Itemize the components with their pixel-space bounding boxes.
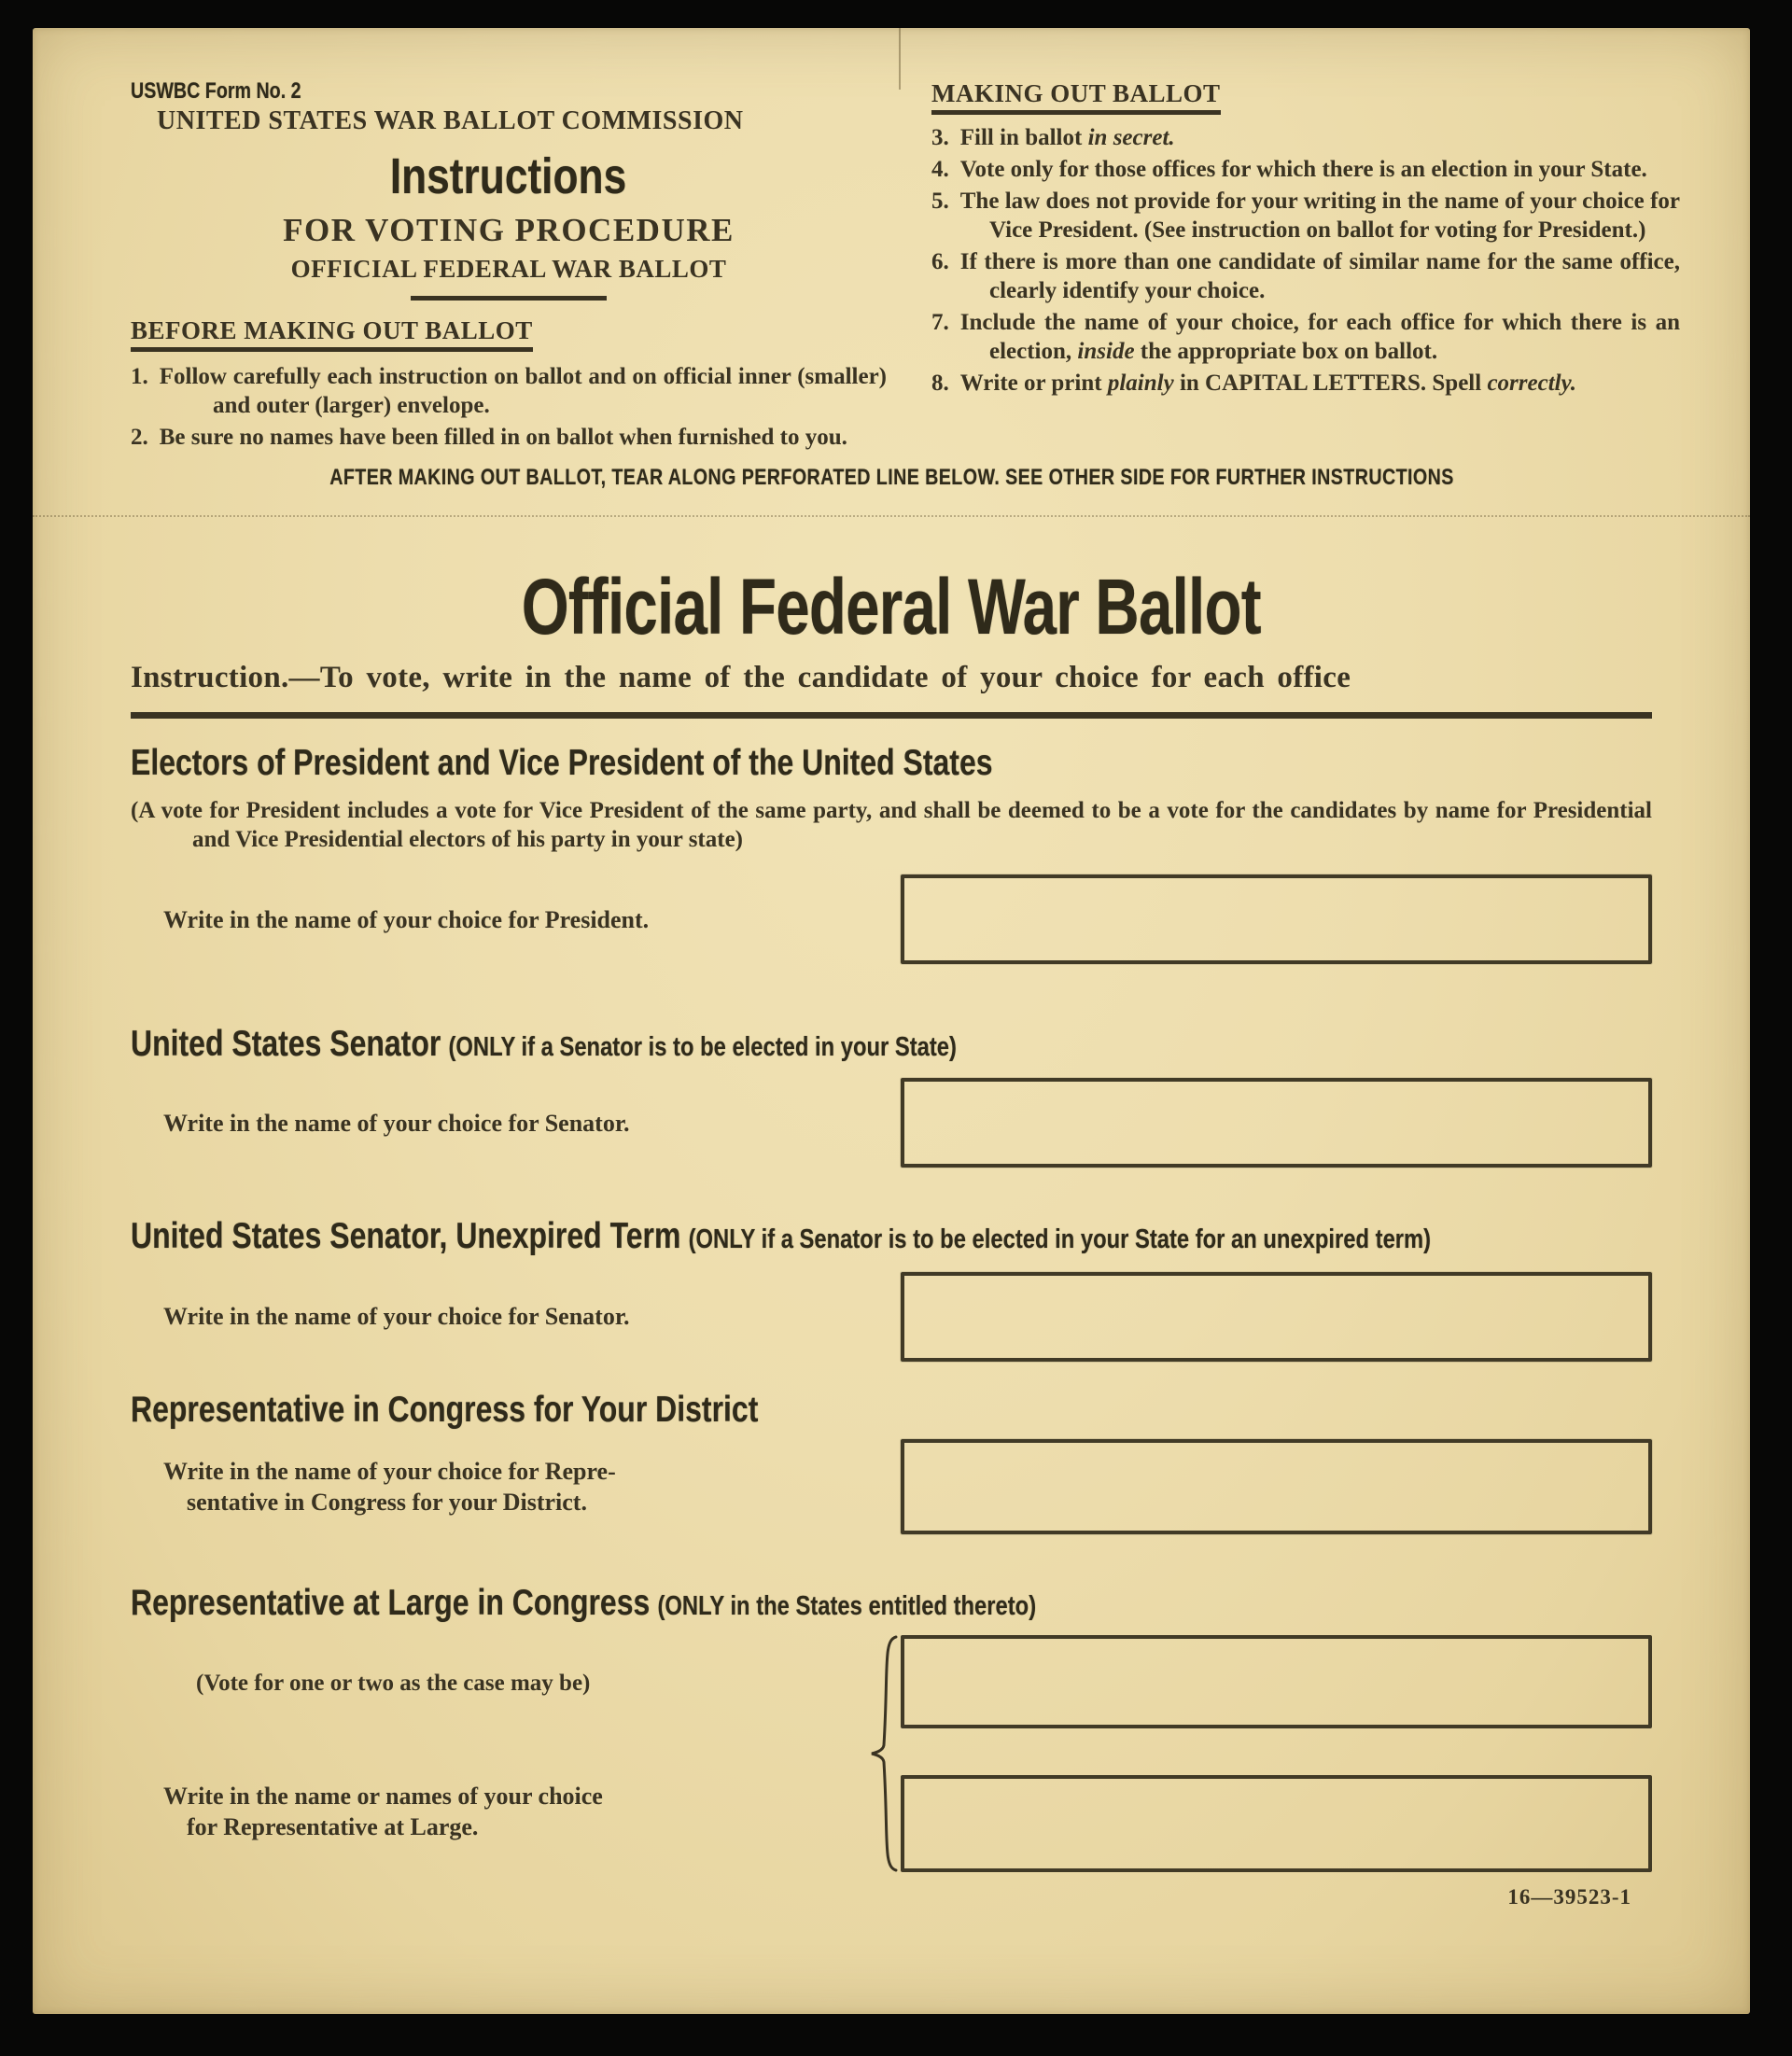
representative-at-large-heading: Representative at Large in Congress (ONLY in the States entitled thereto) <box>131 1583 1037 1624</box>
section-senator-unexpired <box>131 1216 1652 1362</box>
instruction-item-1: 1. Follow carefully each instruction on ballot and on official inner (smaller) and outer (larger) envelope. <box>131 363 887 418</box>
senator-unexpired-writein-label: Write in the name of your choice for Senator. <box>163 1303 630 1331</box>
ballot-body <box>33 562 1750 1910</box>
brace-connector-icon <box>868 1633 900 1874</box>
president-writein-label: Write in the name of your choice for President. <box>163 905 650 933</box>
form-number: USWBC Form No. 2 <box>131 78 301 104</box>
print-code: 16—39523-1 <box>1507 1885 1631 1909</box>
representative-writein-label: Write in the name of your choice for Repre- sentative in Congress for your District. <box>163 1458 616 1517</box>
instruction-item-5: 5. The law does not provide for your writing in the name of your choice for Vice President. (See instruction on ballot for voting for President.) <box>931 189 1680 243</box>
instruction-item-6: 6. If there is more than one candidate of similar name for the same office, clearly identify your choice. <box>931 249 1680 303</box>
senator-writein-label: Write in the name of your choice for Senator. <box>163 1109 630 1137</box>
instruction-item-2: 2. Be sure no names have been filled in on ballot when furnished to you. <box>131 424 847 450</box>
instruction-item-7: 7. Include the name of your choice, for each office for which there is an election, inside the appropriate box on ballot. <box>931 310 1680 364</box>
instruction-item-3: 3. Fill in ballot in secret. <box>931 125 1175 150</box>
president-note: (A vote for President includes a vote for Vice President of the same party, and shall be deemed to be a vote for the candidates by name for Presidential and Vice Presidential electors of his party in your state) <box>131 798 1652 853</box>
writein-box-at-large-1[interactable] <box>901 1635 1652 1728</box>
tear-instruction: AFTER MAKING OUT BALLOT, TEAR ALONG PERFORATED LINE BELOW. SEE OTHER SIDE FOR FURTHER INSTRUCTIONS <box>329 464 1454 490</box>
ballot-sheet <box>33 28 1750 2014</box>
instructions-left-column <box>131 79 887 452</box>
representative-heading: Representative in Congress for Your District <box>131 1389 759 1430</box>
ballot-rule <box>131 712 1652 719</box>
instructions-subtitle2: OFFICIAL FEDERAL WAR BALLOT <box>290 254 727 283</box>
senator-unexpired-heading-note: (ONLY if a Senator is to be elected in your State for an unexpired term) <box>688 1224 1432 1255</box>
senator-heading-note: (ONLY if a Senator is to be elected in your State) <box>448 1032 957 1063</box>
instructions-right-column <box>931 79 1680 452</box>
instructions-header <box>33 28 1750 452</box>
box-gap <box>901 1728 1652 1775</box>
before-ballot-heading: BEFORE MAKING OUT BALLOT <box>131 316 533 352</box>
ballot-title: Official Federal War Ballot <box>521 562 1262 650</box>
ballot-instruction: Instruction.—To vote, write in the name of the candidate of your choice for each office <box>131 660 1351 694</box>
crease-mark <box>899 28 901 90</box>
representative-at-large-heading-note: (ONLY in the States entitled thereto) <box>657 1591 1037 1622</box>
writein-box-at-large-2[interactable] <box>901 1775 1652 1872</box>
section-representative <box>131 1390 1652 1535</box>
representative-at-large-writein-label: Write in the name or names of your choice for Representative at Large. <box>163 1783 603 1841</box>
commission-name: UNITED STATES WAR BALLOT COMMISSION <box>157 106 744 136</box>
senator-unexpired-heading: United States Senator, Unexpired Term (ONLY if a Senator is to be elected in your State for an unexpired term) <box>131 1216 1432 1257</box>
writein-box-senator-unexpired[interactable] <box>901 1272 1652 1362</box>
making-ballot-heading: MAKING OUT BALLOT <box>931 79 1221 115</box>
president-heading: Electors of President and Vice President of the United States <box>131 742 993 783</box>
instruction-item-8: 8. Write or print plainly in CAPITAL LETTERS. Spell correctly. <box>931 371 1577 396</box>
vote-for-one-or-two-note: (Vote for one or two as the case may be) <box>196 1671 591 1697</box>
writein-box-senator[interactable] <box>901 1078 1652 1168</box>
section-representative-at-large <box>131 1583 1652 1872</box>
writein-box-president[interactable] <box>901 874 1652 964</box>
before-ballot-items <box>131 362 887 452</box>
instructions-title: Instructions <box>390 148 627 205</box>
writein-box-representative[interactable] <box>901 1439 1652 1534</box>
making-ballot-items <box>931 123 1680 398</box>
representative-at-large-labels <box>131 1635 901 1872</box>
instruction-item-4: 4. Vote only for those offices for which there is an election in your State. <box>931 157 1647 182</box>
senator-heading: United States Senator (ONLY if a Senator is to be elected in your State) <box>131 1024 957 1065</box>
section-president <box>131 743 1652 965</box>
section-senator <box>131 1024 1652 1168</box>
instructions-subtitle: FOR VOTING PROCEDURE <box>283 211 735 248</box>
perforation-line <box>33 515 1750 517</box>
